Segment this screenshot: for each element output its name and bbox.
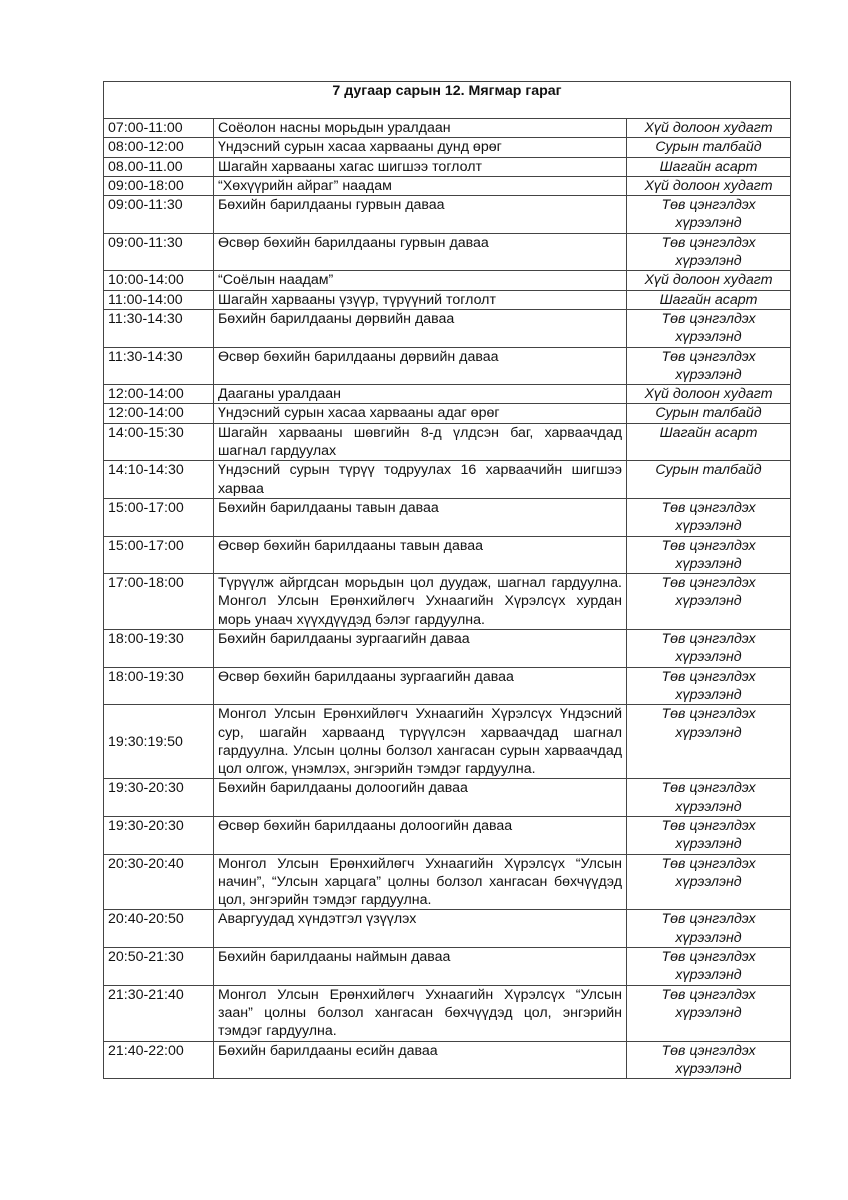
location-cell: Төв цэнгэлдэх хүрээлэнд [627,536,791,574]
table-row [104,385,791,404]
location-cell: Шагайн асарт [627,423,791,461]
time-cell: 19:30:19:50 [104,705,214,779]
event-cell: Үндэсний сурын хасаа харвааны адаг өрөг [214,404,627,423]
location-cell: Төв цэнгэлдэх хүрээлэнд [627,910,791,948]
event-cell: “Соёлын наадам” [214,271,627,290]
location-cell: Төв цэнгэлдэх хүрээлэнд [627,705,791,779]
time-cell: 21:40-22:00 [104,1041,214,1079]
event-cell: Аваргуудад хүндэтгэл үзүүлэх [214,910,627,948]
table-row [104,705,791,779]
location-cell: Хүй долоон худагт [627,119,791,138]
event-cell: Өсвөр бөхийн барилдааны долоогийн даваа [214,816,627,854]
table-row [104,985,791,1041]
time-cell: 11:30-14:30 [104,347,214,385]
time-cell: 20:40-20:50 [104,910,214,948]
event-cell: Бөхийн барилдааны дөрвийн даваа [214,309,627,347]
table-row [104,630,791,668]
table-row [104,574,791,630]
time-cell: 18:00-19:30 [104,630,214,668]
event-cell: Бөхийн барилдааны тавын даваа [214,498,627,536]
event-cell: Шагайн харвааны шөвгийн 8-д үлдсэн баг, харваачдад шагнал гардуулах [214,423,627,461]
page-title: 7 дугаар сарын 12. Мягмар гараг [104,82,791,119]
location-cell: Сурын талбайд [627,138,791,157]
location-cell: Сурын талбайд [627,404,791,423]
event-cell: Бөхийн барилдааны есийн даваа [214,1041,627,1079]
table-row [104,854,791,910]
time-cell: 18:00-19:30 [104,667,214,705]
location-cell: Төв цэнгэлдэх хүрээлэнд [627,347,791,385]
table-row [104,910,791,948]
event-cell: Өсвөр бөхийн барилдааны тавын даваа [214,536,627,574]
time-cell: 20:30-20:40 [104,854,214,910]
time-cell: 11:00-14:00 [104,290,214,309]
time-cell: 10:00-14:00 [104,271,214,290]
location-cell: Төв цэнгэлдэх хүрээлэнд [627,948,791,986]
time-cell: 08:00-12:00 [104,138,214,157]
table-row [104,233,791,271]
schedule-table [103,81,791,1079]
event-cell: Соёолон насны морьдын уралдаан [214,119,627,138]
table-row [104,779,791,817]
location-cell: Төв цэнгэлдэх хүрээлэнд [627,498,791,536]
event-cell: Бөхийн барилдааны зургаагийн даваа [214,630,627,668]
location-cell: Төв цэнгэлдэх хүрээлэнд [627,574,791,630]
time-cell: 15:00-17:00 [104,498,214,536]
table-row [104,309,791,347]
table-row [104,271,791,290]
location-cell: Төв цэнгэлдэх хүрээлэнд [627,854,791,910]
table-row [104,176,791,195]
table-row [104,423,791,461]
time-cell: 12:00-14:00 [104,404,214,423]
event-cell: Дааганы уралдаан [214,385,627,404]
time-cell: 21:30-21:40 [104,985,214,1041]
time-cell: 09:00-11:30 [104,233,214,271]
location-cell: Төв цэнгэлдэх хүрээлэнд [627,1041,791,1079]
event-cell: Өсвөр бөхийн барилдааны гурвын даваа [214,233,627,271]
event-cell: Шагайн харвааны үзүүр, түрүүний тоглолт [214,290,627,309]
time-cell: 14:00-15:30 [104,423,214,461]
time-cell: 12:00-14:00 [104,385,214,404]
table-row [104,667,791,705]
time-cell: 09:00-11:30 [104,196,214,234]
location-cell: Хүй долоон худагт [627,271,791,290]
location-cell: Шагайн асарт [627,290,791,309]
time-cell: 19:30-20:30 [104,779,214,817]
time-cell: 11:30-14:30 [104,309,214,347]
title-row [104,82,791,119]
table-row [104,948,791,986]
event-cell: “Хөхүүрийн айраг” наадам [214,176,627,195]
event-cell: Монгол Улсын Ерөнхийлөгч Ухнаагийн Хүрэлсүх “Улсын начин”, “Улсын харцага” цолны болзол хангасан бөхчүүдэд цол, энгэрийн тэмдэг гардуулна. [214,854,627,910]
event-cell: Шагайн харвааны хагас шигшээ тоглолт [214,157,627,176]
event-cell: Өсвөр бөхийн барилдааны дөрвийн даваа [214,347,627,385]
event-cell: Бөхийн барилдааны долоогийн даваа [214,779,627,817]
location-cell: Сурын талбайд [627,461,791,499]
location-cell: Хүй долоон худагт [627,176,791,195]
event-cell: Бөхийн барилдааны гурвын даваа [214,196,627,234]
location-cell: Шагайн асарт [627,157,791,176]
table-row [104,404,791,423]
time-cell: 14:10-14:30 [104,461,214,499]
event-cell: Бөхийн барилдааны наймын даваа [214,948,627,986]
event-cell: Монгол Улсын Ерөнхийлөгч Ухнаагийн Хүрэлсүх “Улсын заан” цолны болзол хангасан бөхчүүдэд цол, энгэрийн тэмдэг гардуулна. [214,985,627,1041]
table-row [104,347,791,385]
location-cell: Төв цэнгэлдэх хүрээлэнд [627,233,791,271]
time-cell: 15:00-17:00 [104,536,214,574]
table-row [104,196,791,234]
event-cell: Монгол Улсын Ерөнхийлөгч Ухнаагийн Хүрэлсүх Үндэсний сур, шагайн харвaанд түрүүлсэн харваачдад шагнал гардуулна. Улсын цолны болзол хангасан сурын харваачдад цол олгож, үнэмлэх, энгэрийн тэмдэг гардуулна. [214,705,627,779]
table-row [104,498,791,536]
table-row [104,119,791,138]
time-cell: 17:00-18:00 [104,574,214,630]
location-cell: Төв цэнгэлдэх хүрээлэнд [627,985,791,1041]
event-cell: Үндэсний сурын түрүү тодруулах 16 харваачийн шигшээ харваа [214,461,627,499]
time-cell: 20:50-21:30 [104,948,214,986]
table-row [104,290,791,309]
location-cell: Төв цэнгэлдэх хүрээлэнд [627,309,791,347]
location-cell: Төв цэнгэлдэх хүрээлэнд [627,196,791,234]
time-cell: 19:30-20:30 [104,816,214,854]
location-cell: Төв цэнгэлдэх хүрээлэнд [627,630,791,668]
table-row [104,536,791,574]
event-cell: Түрүүлж айргдсан морьдын цол дуудаж, шагнал гардуулна. Монгол Улсын Ерөнхийлөгч Ухнаагийн Хүрэлсүх хурдан морь унаач хүүхдүүдэд бэлэг гардуулна. [214,574,627,630]
table-row [104,1041,791,1079]
location-cell: Хүй долоон худагт [627,385,791,404]
table-row [104,461,791,499]
table-row [104,816,791,854]
event-cell: Үндэсний сурын хасаа харвааны дунд өрөг [214,138,627,157]
time-cell: 09:00-18:00 [104,176,214,195]
location-cell: Төв цэнгэлдэх хүрээлэнд [627,816,791,854]
schedule-page [103,81,790,1079]
table-row [104,138,791,157]
time-cell: 07:00-11:00 [104,119,214,138]
event-cell: Өсвөр бөхийн барилдааны зургаагийн даваа [214,667,627,705]
location-cell: Төв цэнгэлдэх хүрээлэнд [627,779,791,817]
location-cell: Төв цэнгэлдэх хүрээлэнд [627,667,791,705]
table-row [104,157,791,176]
time-cell: 08.00-11.00 [104,157,214,176]
